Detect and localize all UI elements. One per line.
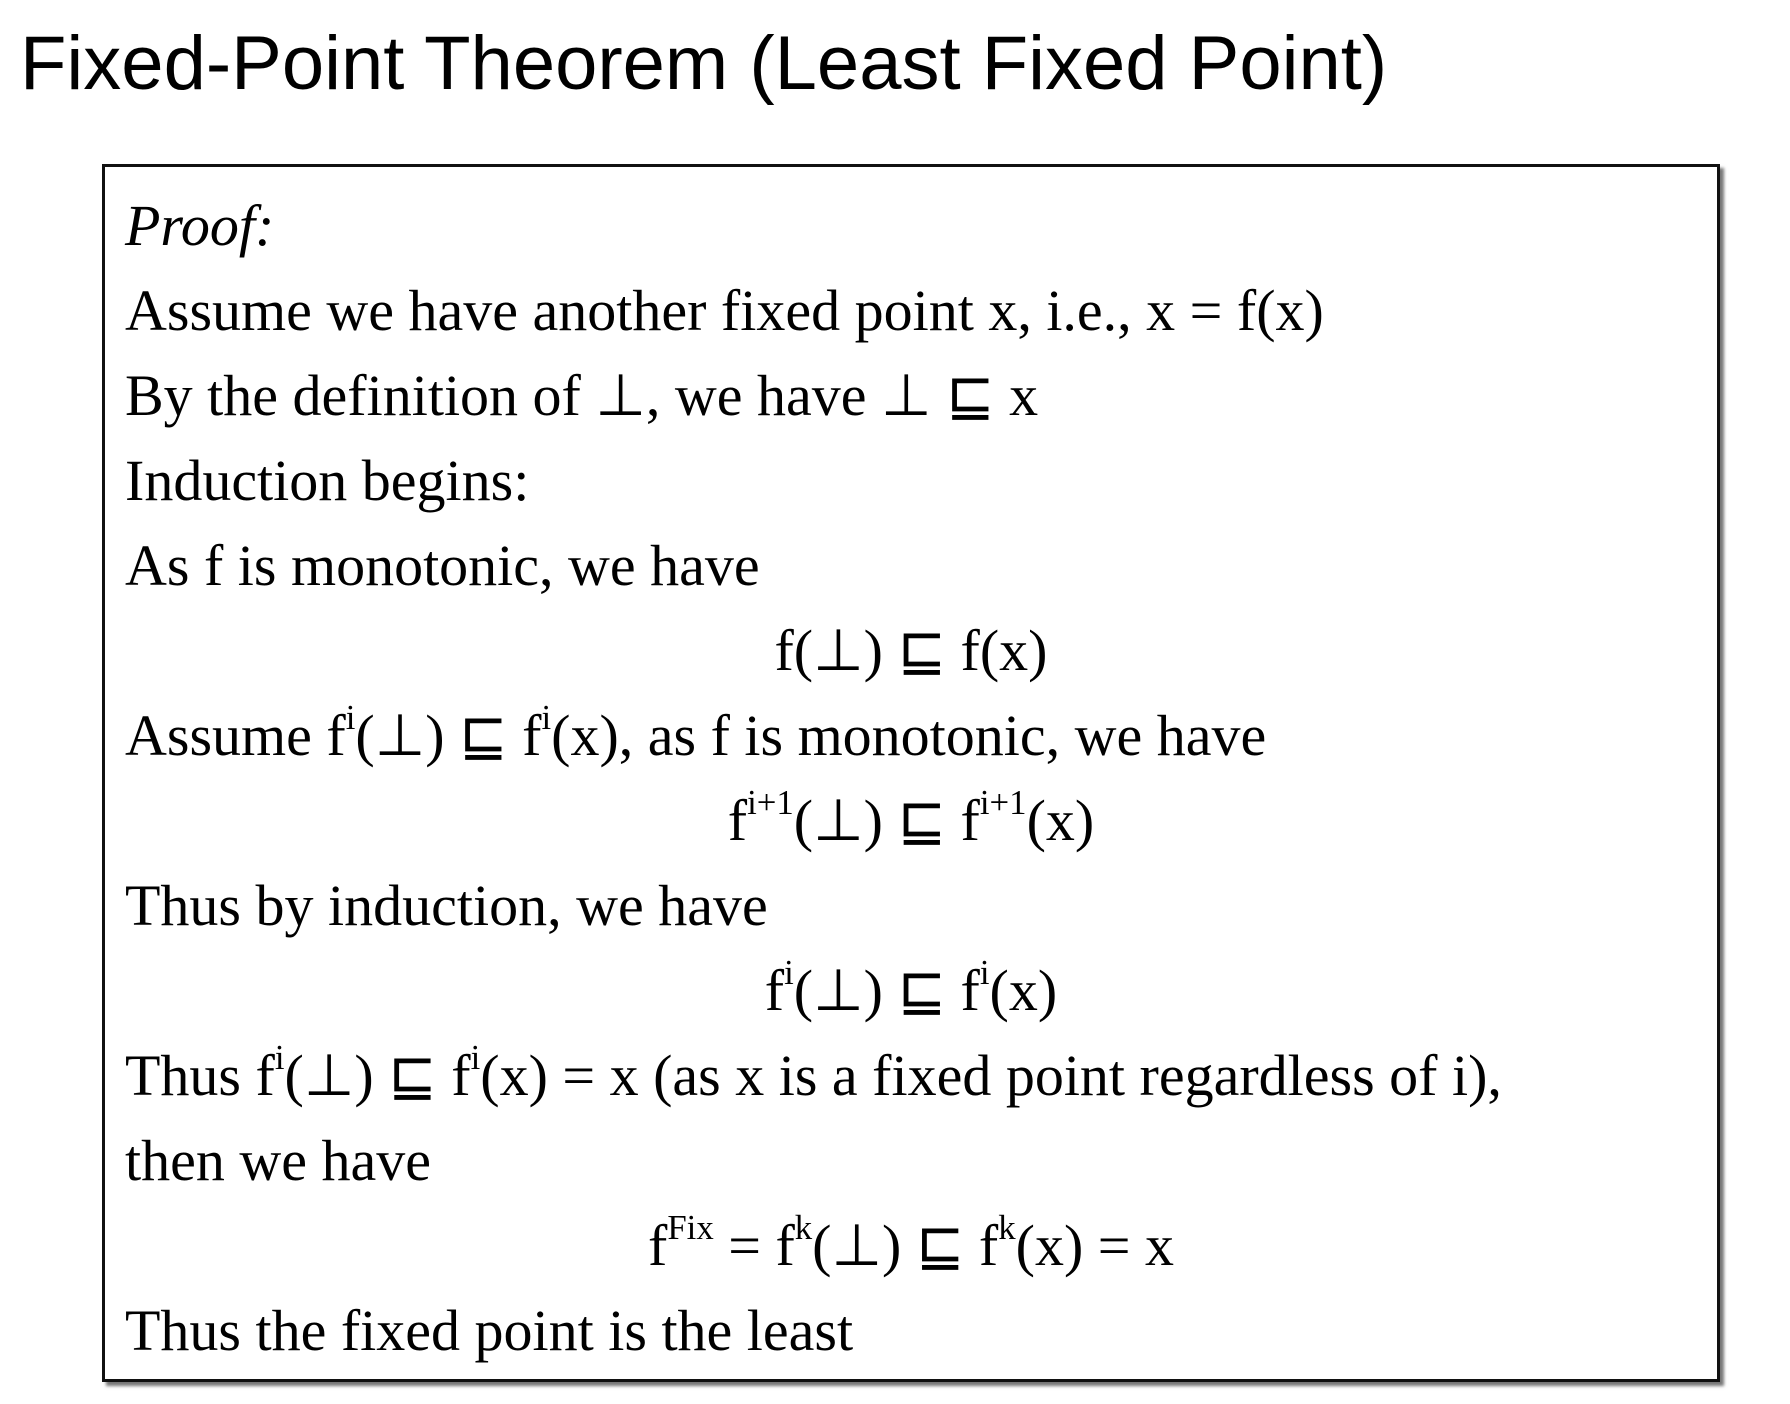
text-segment: (x) — [989, 958, 1058, 1023]
proof-box — [102, 164, 1720, 1382]
superscript: Fix — [667, 1208, 714, 1248]
induction-hypothesis-line — [125, 693, 1717, 778]
monotonic-statement-line: As f is monotonic, we have — [125, 533, 760, 598]
thus-induction-line: Thus by induction, we have — [125, 873, 768, 938]
superscript: i — [541, 698, 552, 738]
text-segment: Thus f — [125, 1043, 275, 1108]
thus-fixed-line — [125, 1033, 1717, 1118]
text-segment: (x) = x (as x is a fixed point regardless of i), — [480, 1043, 1502, 1108]
proof-heading: Proof: — [125, 193, 275, 258]
text-segment: f — [764, 958, 785, 1023]
induction-begins-line: Induction begins: — [125, 448, 530, 513]
text-segment: f — [647, 1213, 668, 1278]
superscript: k — [998, 1208, 1016, 1248]
assume-fixed-point-line: Assume we have another fixed point x, i.e., x = f(x) — [125, 278, 1324, 343]
text-segment: = f — [713, 1213, 795, 1278]
superscript: i — [979, 953, 990, 993]
superscript: i+1 — [747, 783, 794, 823]
final-formula — [125, 1203, 1717, 1288]
text-segment: (x), as f is monotonic, we have — [551, 703, 1267, 768]
text-segment: Assume f — [125, 703, 346, 768]
superscript: i — [274, 1038, 285, 1078]
superscript: k — [794, 1208, 813, 1248]
text-segment: (⊥) ⊑ f — [355, 703, 542, 768]
text-segment: (⊥) ⊑ f — [284, 1043, 471, 1108]
text-segment: (⊥) ⊑ f — [793, 958, 980, 1023]
induction-step-formula — [125, 778, 1717, 863]
text-segment: (x) = x — [1015, 1213, 1174, 1278]
conclusion-line: Thus the fixed point is the least — [125, 1298, 854, 1363]
superscript: i — [784, 953, 794, 993]
general-formula — [125, 948, 1717, 1033]
bottom-definition-line: By the definition of ⊥, we have ⊥ ⊑ x — [125, 363, 1039, 428]
superscript: i — [470, 1038, 481, 1078]
base-case-formula: f(⊥) ⊑ f(x) — [774, 618, 1048, 683]
text-segment: (⊥) ⊑ f — [793, 788, 980, 853]
then-we-have-line: then we have — [125, 1128, 431, 1193]
superscript: i+1 — [979, 783, 1027, 823]
superscript: i — [345, 698, 356, 738]
page-title: Fixed-Point Theorem (Least Fixed Point) — [20, 21, 1388, 106]
text-segment: f — [727, 788, 748, 853]
text-segment: (⊥) ⊑ f — [812, 1213, 999, 1278]
text-segment: (x) — [1026, 788, 1095, 853]
